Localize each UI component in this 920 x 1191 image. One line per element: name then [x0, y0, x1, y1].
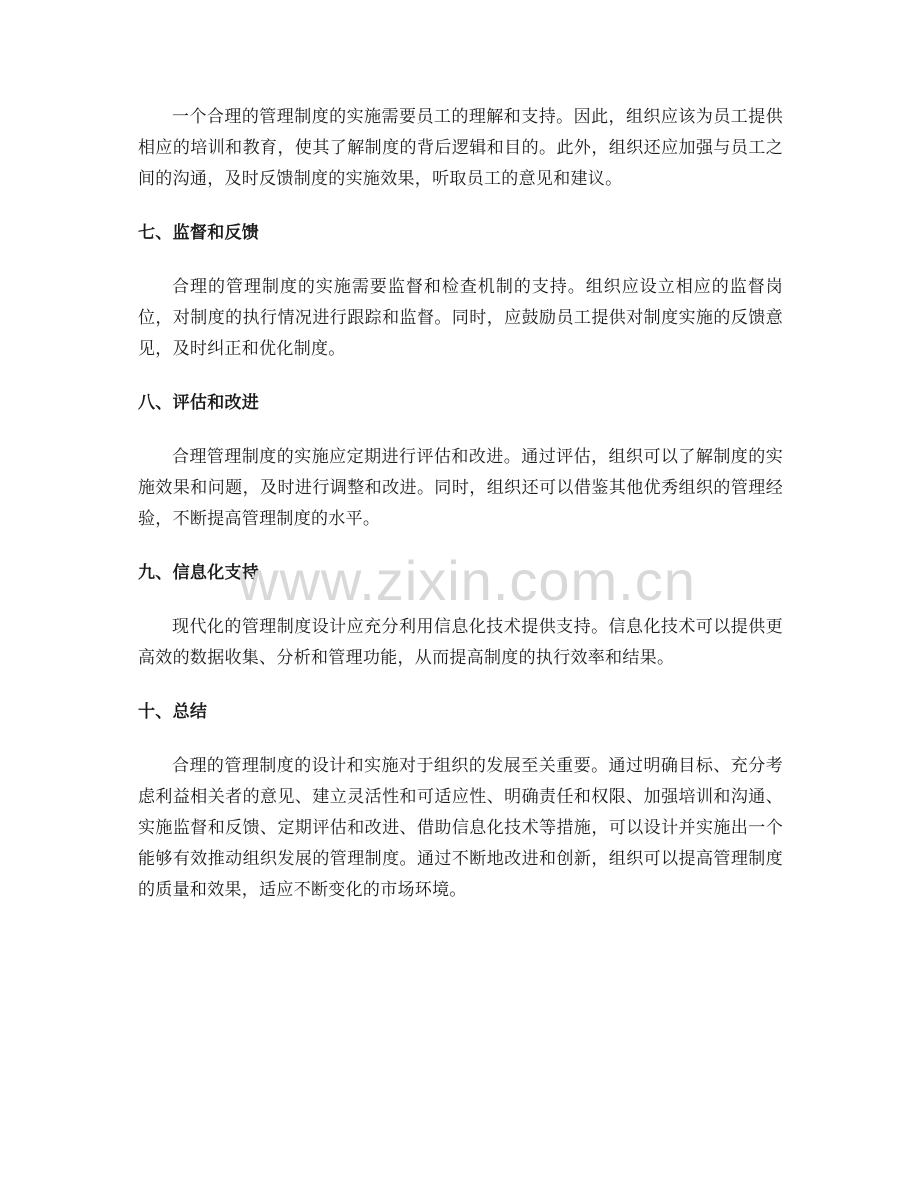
section-heading-informatization: 九、信息化支持 [138, 563, 260, 583]
document-body [138, 102, 783, 929]
section-heading-summary: 十、总结 [138, 702, 208, 722]
section-heading-evaluation: 八、评估和改进 [138, 393, 260, 413]
intro-paragraph: 一个合理的管理制度的实施需要员工的理解和支持。因此，组织应该为员工提供相应的培训和教育，使其了解制度的背后逻辑和目的。此外，组织还应加强与员工之间的沟通，及时反馈制度的实施效果，听取员工的意见和建议。 [138, 107, 783, 189]
section-heading-supervision: 七、监督和反馈 [138, 223, 260, 243]
section-paragraph-informatization: 现代化的管理制度设计应充分利用信息化技术提供支持。信息化技术可以提供更高效的数据收集、分析和管理功能，从而提高制度的执行效率和结果。 [138, 617, 783, 668]
section-paragraph-evaluation: 合理管理制度的实施应定期进行评估和改进。通过评估，组织可以了解制度的实施效果和问题，及时进行调整和改进。同时，组织还可以借鉴其他优秀组织的管理经验，不断提高管理制度的水平。 [138, 447, 783, 529]
section-paragraph-summary: 合理的管理制度的设计和实施对于组织的发展至关重要。通过明确目标、充分考虑利益相关者的意见、建立灵活性和可适应性、明确责任和权限、加强培训和沟通、实施监督和反馈、定期评估和改进、借助信息化技术等措施，可以设计并实施出一个能够有效推动组织发展的管理制度。通过不断地改进和创新，组织可以提高管理制度的质量和效果，适应不断变化的市场环境。 [138, 756, 783, 900]
section-paragraph-supervision: 合理的管理制度的实施需要监督和检查机制的支持。组织应设立相应的监督岗位，对制度的执行情况进行跟踪和监督。同时，应鼓励员工提供对制度实施的反馈意见，及时纠正和优化制度。 [138, 277, 783, 359]
watermark-text: www.zixin.com.cn [238, 549, 696, 612]
